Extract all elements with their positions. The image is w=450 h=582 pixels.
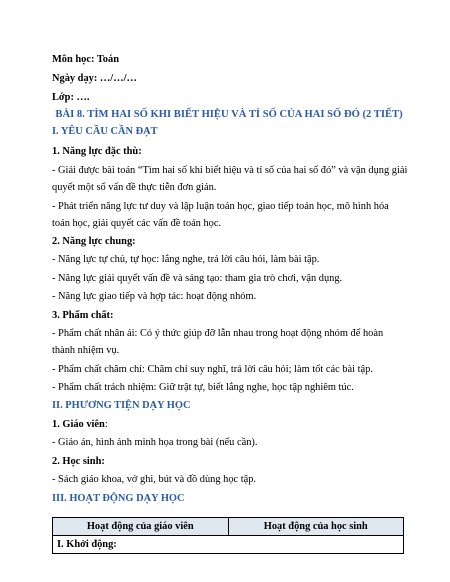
general-competence-item-1: - Năng lực tự chủ, tự học: lắng nghe, trả lời câu hỏi, làm bài tập. <box>52 254 320 265</box>
table-header-row <box>53 518 404 536</box>
date-line: Ngày dạy: …/…/… <box>52 73 137 84</box>
sub-heading-teacher-colon: : <box>104 419 108 430</box>
class-line: Lớp: …. <box>52 92 90 103</box>
table-row <box>53 536 404 554</box>
section-3-heading: III. HOẠT ĐỘNG DẠY HỌC <box>52 493 185 504</box>
section-1-heading: I. YÊU CẦU CẦN ĐẠT <box>52 126 158 137</box>
quality-item-1-line-2: thành nhiệm vụ. <box>52 345 120 356</box>
teacher-materials-item: - Giáo án, hình ảnh minh họa trong bài (nếu cần). <box>52 437 258 448</box>
general-competence-item-3: - Năng lực giao tiếp và hợp tác: hoạt động nhóm. <box>52 291 257 302</box>
specific-competence-2-line-2: toán học, giải quyết các vấn đề toán học. <box>52 218 222 229</box>
sub-heading-teacher: 1. Giáo viên <box>52 419 105 430</box>
quality-item-3: - Phẩm chất trách nhiệm: Giữ trật tự, biết lắng nghe, học tập nghiêm túc. <box>52 382 354 393</box>
student-materials-item: - Sách giáo khoa, vở ghi, bút và đồ dùng học tập. <box>52 474 257 485</box>
sub-heading-general-competence: 2. Năng lực chung: <box>52 236 136 247</box>
activities-table <box>52 517 404 554</box>
sub-heading-specific-competence: 1. Năng lực đặc thù: <box>52 146 142 157</box>
subject-line: Môn học: Toán <box>52 54 119 65</box>
specific-competence-1-line-1: - Giải được bài toán “Tìm hai số khi biết hiệu và tỉ số của hai số đó” và vận dụng giải <box>52 165 408 176</box>
quality-item-1-line-1: - Phẩm chất nhân ái: Có ý thức giúp đỡ lẫn nhau trong hoạt động nhóm để hoàn <box>52 328 384 339</box>
general-competence-item-2: - Năng lực giải quyết vấn đề và sáng tạo: tham gia trò chơi, vận dụng. <box>52 273 343 284</box>
warmup-row-label: I. Khởi động: <box>53 536 404 554</box>
specific-competence-2-line-1: - Phát triển năng lực tư duy và lập luận toán học, giao tiếp toán học, mô hình hóa <box>52 201 389 212</box>
sub-heading-student: 2. Học sinh: <box>52 456 105 467</box>
sub-heading-qualities: 3. Phẩm chất: <box>52 310 114 321</box>
col-teacher-activity: Hoạt động của giáo viên <box>53 518 229 536</box>
section-2-heading: II. PHƯƠNG TIỆN DẠY HỌC <box>52 400 191 411</box>
sub-heading-teacher-wrapper <box>52 418 402 431</box>
col-student-activity: Hoạt động của học sinh <box>228 518 404 536</box>
lesson-title: BÀI 8. TÌM HAI SỐ KHI BIẾT HIỆU VÀ TỈ SỐ CỦA HAI SỐ ĐÓ (2 TIẾT) <box>55 109 403 120</box>
specific-competence-1-line-2: quyết một số vấn đề thực tiễn đơn giản. <box>52 182 217 193</box>
quality-item-2: - Phẩm chất chăm chỉ: Chăm chỉ suy nghĩ, trả lời câu hỏi; làm tốt các bài tập. <box>52 364 373 375</box>
